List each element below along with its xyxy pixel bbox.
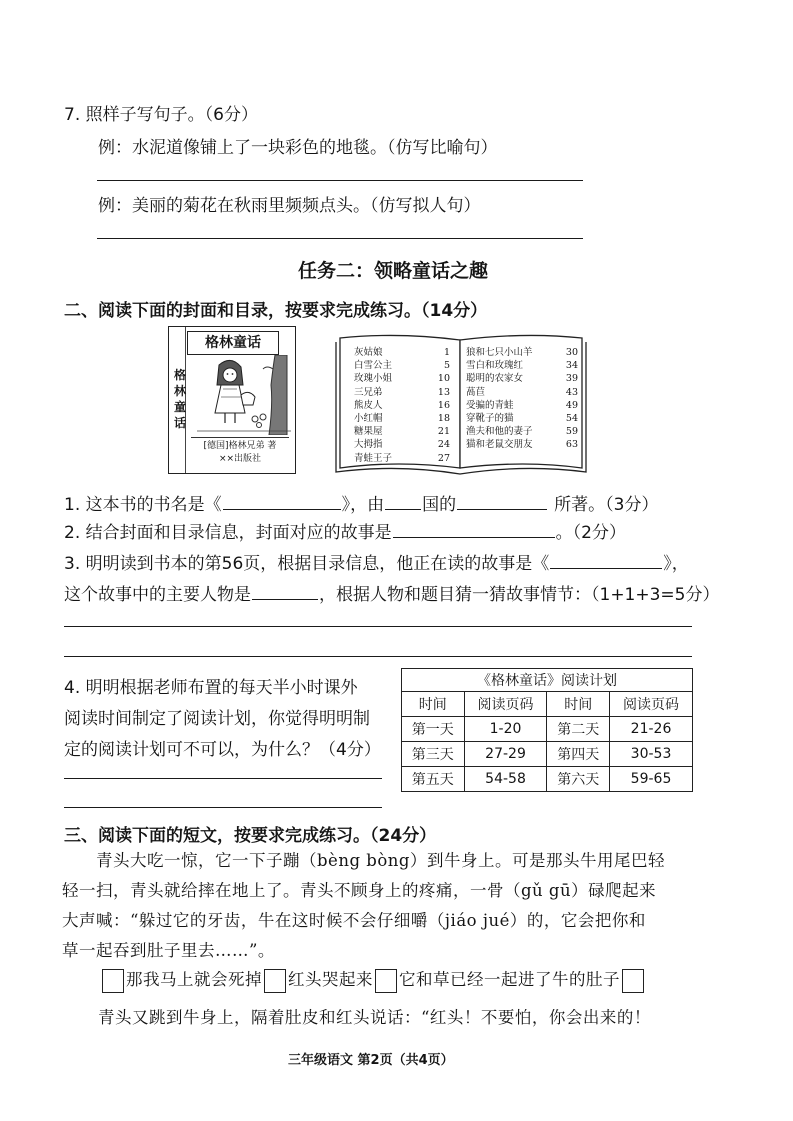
ordering-box[interactable]	[264, 969, 286, 993]
cover-press: ××出版社	[218, 454, 262, 464]
q3-line-2	[64, 580, 720, 605]
toc-story-name: 猫和老鼠交朋友	[466, 439, 533, 451]
table-row	[402, 767, 693, 792]
toc-story-name: 穿靴子的猫	[466, 413, 514, 425]
table-cell: 1-20	[464, 717, 547, 742]
sentence-2: 红头哭起来	[288, 970, 373, 989]
toc-story-name: 三兄弟	[354, 386, 383, 398]
answer-blank-country[interactable]	[385, 492, 421, 510]
passage-line-1: 青头大吃一惊，它一下子蹦（bèng bòng）到牛身上。可是那头牛用尾巴轻	[96, 851, 665, 870]
q7-example-1: 例：水泥道像铺上了一块彩色的地毯。（仿写比喻句）	[98, 138, 498, 158]
toc-page-number: 34	[565, 360, 578, 372]
toc-story-name: 聪明的农家女	[466, 373, 524, 385]
toc-entry	[466, 386, 578, 399]
table-cell: 21-26	[610, 717, 693, 742]
cover-vertical-title: 格林童话	[173, 368, 186, 430]
toc-story-name: 萵苣	[466, 386, 486, 398]
toc-story-name: 青蛙王子	[354, 452, 393, 464]
answer-blank-current-story[interactable]	[550, 551, 662, 569]
passage-line-2: 轻一扫，青头就给摔在地上了。青头不顾身上的疼痛，一骨（gǔ gū）碌爬起来	[62, 881, 657, 900]
sec3-heading: 三、阅读下面的短文，按要求完成练习。（24分）	[64, 826, 437, 846]
answer-line[interactable]	[97, 238, 583, 239]
table-row	[402, 742, 693, 767]
cover-author: [德国]格林兄弟 著	[203, 441, 277, 451]
passage-line-5: 青头又跳到牛身上，隔着肚皮和红头说话：“红头！不要怕，你会出来的！	[98, 1008, 651, 1027]
table-cell: 第六天	[547, 767, 610, 792]
cover-publisher	[191, 437, 289, 466]
answer-blank-author[interactable]	[457, 492, 547, 510]
q3-text-a: 3. 明明读到书本的第56页，根据目录信息，他正在读的故事是《	[64, 554, 550, 574]
q4-line-1: 4. 明明根据老师布置的每天半小时课外	[64, 678, 358, 698]
reading-plan-table	[401, 668, 693, 792]
q2-text-a: 2. 结合封面和目录信息，封面对应的故事是	[64, 523, 392, 543]
toc-entry	[354, 438, 450, 451]
toc-story-name: 小红帽	[354, 413, 383, 425]
table-cell: 第一天	[402, 717, 465, 742]
toc-page-number: 5	[443, 360, 450, 372]
toc-page-number: 24	[437, 439, 450, 451]
toc-page-number: 18	[437, 413, 450, 425]
toc-entry	[466, 412, 578, 425]
ordering-box[interactable]	[622, 969, 644, 993]
q3-text-b: 》，	[663, 554, 689, 574]
answer-blank-book-title[interactable]	[223, 492, 341, 510]
q3-text-d: ，根据人物和题目猜一猜故事情节：（1+1+3=5分）	[319, 585, 720, 605]
q1-text-a: 1. 这本书的书名是《	[64, 495, 222, 515]
ordering-box[interactable]	[102, 969, 124, 993]
passage-line-3: 大声喊：“躲过它的牙齿，牛在这时候不会仔细嚼（jiáo jué）的，它会把你和	[62, 911, 646, 930]
toc-page-number: 27	[437, 452, 450, 464]
toc-page-number: 49	[565, 399, 578, 411]
q4-line-2: 阅读时间制定了阅读计划，你觉得明明制	[64, 709, 370, 729]
toc-entry	[354, 399, 450, 412]
toc-story-name: 狼和七只小山羊	[466, 347, 533, 358]
toc-entry	[466, 346, 578, 359]
toc-entry	[354, 386, 450, 399]
table-cell: 54-58	[464, 767, 547, 792]
sentence-3: 它和草已经一起进了牛的肚子	[399, 970, 620, 989]
answer-line[interactable]	[64, 778, 382, 779]
q1-text-c: 国的	[422, 495, 457, 515]
toc-entry	[466, 399, 578, 412]
cover-title: 格林童话	[187, 331, 279, 355]
toc-page-number: 39	[565, 373, 578, 385]
toc-page-number: 1	[443, 347, 450, 358]
toc-story-name: 大拇指	[354, 439, 383, 451]
toc-story-name: 受骗的青蛙	[466, 399, 514, 411]
table-header: 阅读页码	[610, 692, 693, 717]
table-cell: 第四天	[547, 742, 610, 767]
toc-page-number: 63	[565, 439, 578, 451]
toc-entry	[466, 438, 578, 451]
q3-text-c: 这个故事中的主要人物是	[64, 585, 251, 605]
answer-line[interactable]	[64, 626, 692, 627]
toc-entry	[354, 359, 450, 372]
answer-line[interactable]	[64, 807, 382, 808]
toc-story-name: 白雪公主	[354, 360, 393, 372]
table-header: 阅读页码	[464, 692, 547, 717]
q1	[64, 490, 658, 515]
table-cell: 27-29	[464, 742, 547, 767]
sentence-ordering-row	[100, 966, 646, 993]
red-riding-hood-illustration-icon	[197, 355, 291, 435]
answer-line[interactable]	[97, 180, 583, 181]
toc-page-number: 43	[565, 386, 578, 398]
toc-entry	[354, 452, 450, 465]
q4-line-3: 定的阅读计划可不可以，为什么？（4分）	[64, 740, 381, 760]
toc-right-column	[466, 346, 578, 452]
table-cell: 59-65	[610, 767, 693, 792]
q7-title: 7. 照样子写句子。（6分）	[64, 105, 258, 125]
toc-page-number: 10	[437, 373, 450, 385]
toc-entry	[354, 346, 450, 359]
toc-story-name: 玫瑰小姐	[354, 373, 393, 385]
table-header: 时间	[402, 692, 465, 717]
table-cell: 第二天	[547, 717, 610, 742]
toc-page-number: 16	[437, 399, 450, 411]
q3-line-1	[64, 549, 689, 574]
page-footer: 三年级语文 第2页（共4页）	[288, 1053, 454, 1068]
toc-story-name: 渔夫和他的妻子	[466, 426, 533, 438]
toc-story-name: 熊皮人	[354, 399, 383, 411]
toc-page-number: 30	[565, 347, 578, 358]
answer-line[interactable]	[64, 656, 692, 657]
sentence-1: 那我马上就会死掉	[126, 970, 262, 989]
reading-plan-caption: 《格林童话》阅读计划	[402, 669, 693, 692]
toc-entry	[466, 425, 578, 438]
toc-entry	[466, 359, 578, 372]
answer-blank-main-character[interactable]	[252, 582, 318, 600]
toc-page-number: 21	[437, 426, 450, 438]
q2-text-b: 。（2分）	[555, 523, 626, 543]
toc-entry	[354, 425, 450, 438]
q1-text-b: 》，由	[341, 495, 385, 515]
table-header: 时间	[547, 692, 610, 717]
table-cell: 30-53	[610, 742, 693, 767]
sec2-heading: 二、阅读下面的封面和目录，按要求完成练习。（14分）	[64, 301, 488, 321]
q7-example-2: 例：美丽的菊花在秋雨里频频点头。（仿写拟人句）	[98, 196, 481, 216]
table-row	[402, 717, 693, 742]
q1-text-d: 所著。（3分）	[554, 495, 659, 515]
toc-entry	[354, 412, 450, 425]
toc-entry	[466, 372, 578, 385]
toc-story-name: 雪白和玫瑰红	[466, 360, 524, 372]
table-cell: 第五天	[402, 767, 465, 792]
toc-page-number: 13	[437, 386, 450, 398]
q2	[64, 518, 626, 543]
toc-story-name: 灰姑娘	[354, 347, 383, 358]
answer-blank-cover-story[interactable]	[393, 520, 555, 538]
table-cell: 第三天	[402, 742, 465, 767]
toc-page-number: 54	[565, 413, 578, 425]
book-table-of-contents	[334, 330, 588, 478]
toc-left-column	[354, 346, 450, 465]
toc-page-number: 59	[565, 426, 578, 438]
toc-entry	[354, 372, 450, 385]
book-cover	[168, 326, 296, 474]
passage-line-4: 草一起吞到肚子里去……”。	[62, 941, 275, 960]
task2-heading: 任务二：领略童话之趣	[298, 260, 489, 282]
toc-story-name: 糖果屋	[354, 426, 383, 438]
ordering-box[interactable]	[375, 969, 397, 993]
